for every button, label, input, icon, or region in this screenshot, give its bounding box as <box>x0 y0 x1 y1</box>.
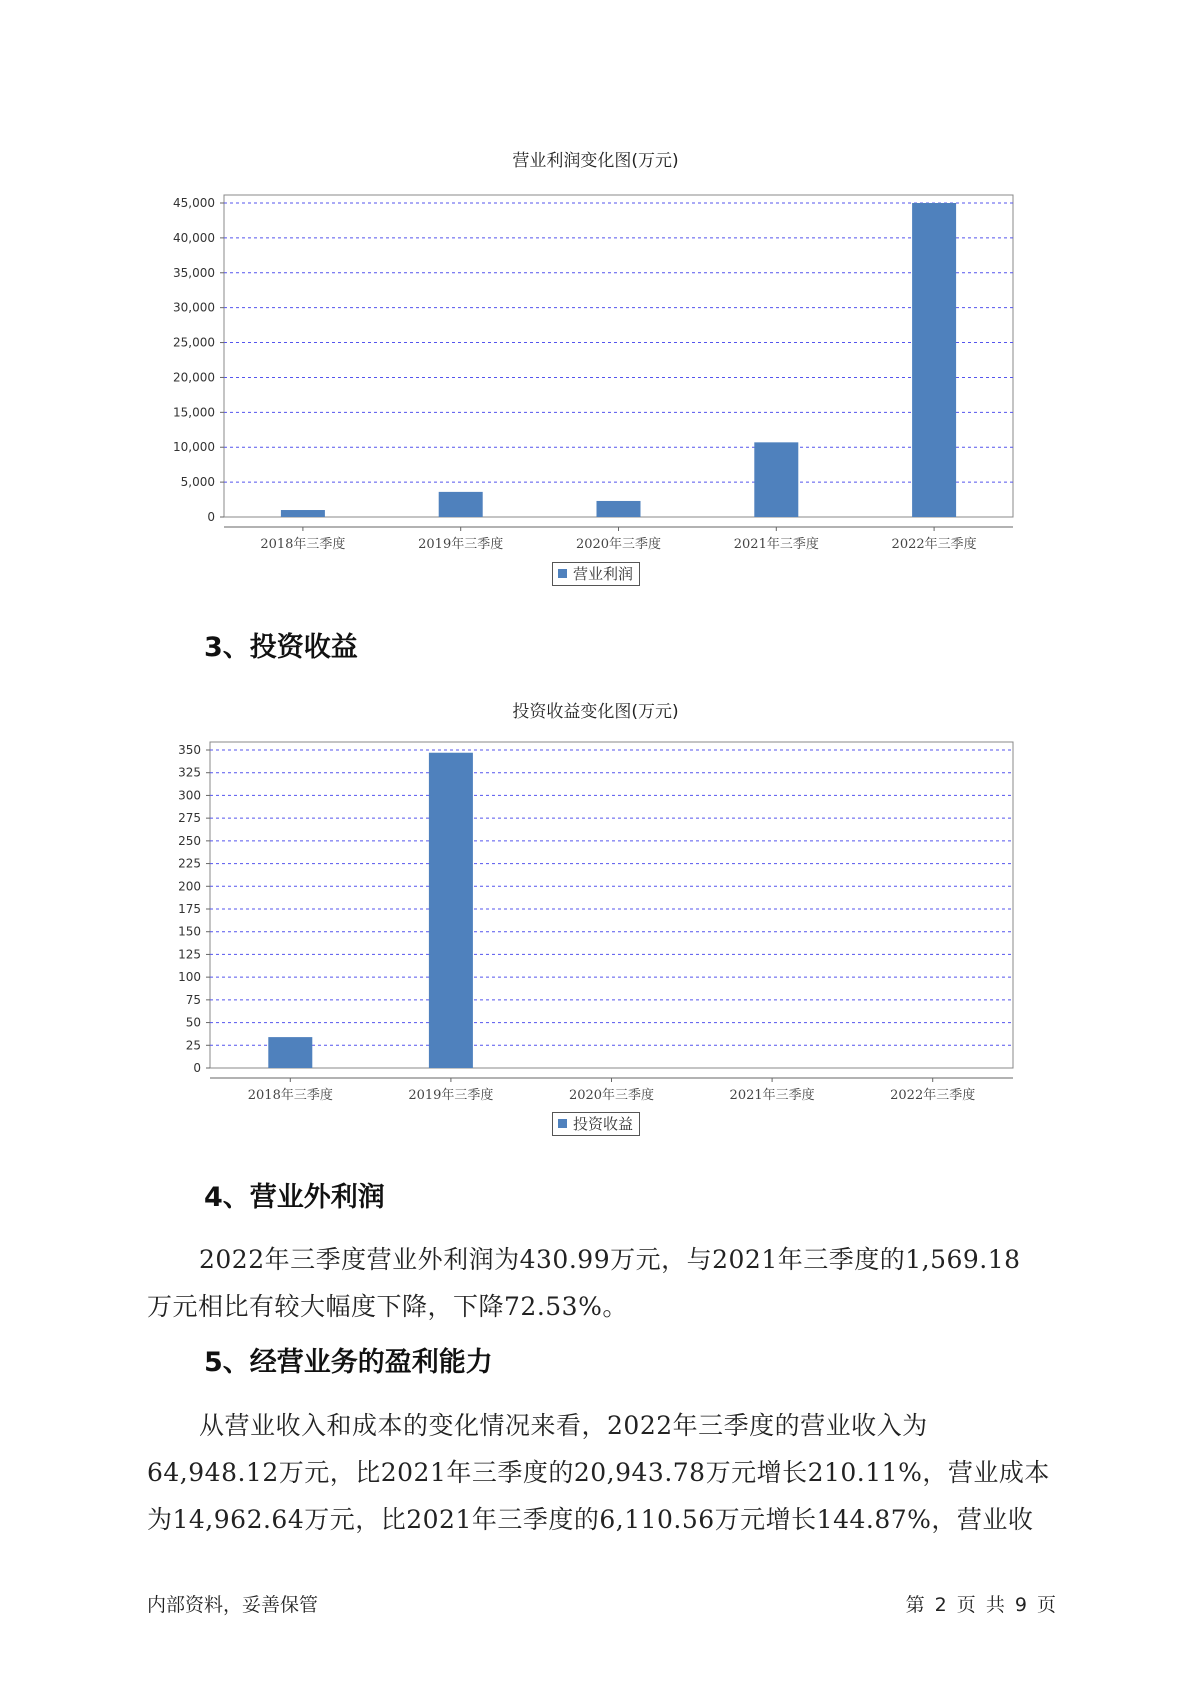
chart2-y-tick-label: 325 <box>178 765 201 780</box>
chart1-bar <box>754 442 798 517</box>
chart2-y-tick-label: 200 <box>178 879 201 894</box>
footer-confidential-note: 内部资料，妥善保管 <box>147 1594 319 1616</box>
chart2-y-tick-label: 225 <box>178 856 201 871</box>
chart2-y-tick-label: 150 <box>178 924 201 939</box>
section4-heading: 4、营业外利润 <box>204 1182 385 1213</box>
footer-page-number: 第 2 页 共 9 页 <box>905 1594 1056 1616</box>
chart2-x-tick-label: 2022年三季度 <box>890 1088 976 1103</box>
chart2-legend <box>552 1112 640 1136</box>
chart2-y-tick-label: 0 <box>193 1061 201 1075</box>
chart1-plot-area <box>224 195 1013 517</box>
chart1-bar <box>912 203 956 517</box>
section3-heading: 3、投资收益 <box>204 632 358 663</box>
chart1-x-tick-label: 2021年三季度 <box>733 537 819 552</box>
chart2-bar <box>429 753 473 1068</box>
chart2-y-tick-label: 100 <box>178 970 201 985</box>
chart1-x-tick-label: 2019年三季度 <box>418 537 504 552</box>
chart2-x-tick-label: 2018年三季度 <box>247 1088 333 1103</box>
chart2-y-tick-label: 300 <box>178 788 201 803</box>
chart2-title: 投资收益变化图(万元) <box>512 702 679 722</box>
investment-income-chart <box>0 730 1191 1130</box>
legend-swatch <box>558 1119 567 1128</box>
chart2-x-tick-label: 2020年三季度 <box>568 1088 655 1103</box>
chart1-y-tick-label: 25,000 <box>173 335 215 350</box>
chart1-y-tick-label: 5,000 <box>180 475 215 490</box>
chart1-title: 营业利润变化图(万元) <box>512 151 679 171</box>
chart2-plot-area <box>210 742 1013 1068</box>
chart1-y-tick-label: 15,000 <box>173 405 215 420</box>
chart2-y-tick-label: 350 <box>178 743 201 757</box>
section5-paragraph <box>147 1402 1050 1543</box>
chart1-y-tick-label: 35,000 <box>173 265 215 280</box>
chart2-y-tick-label: 125 <box>178 947 201 962</box>
chart1-y-tick-label: 40,000 <box>173 230 215 245</box>
chart1-y-tick-label: 45,000 <box>173 196 215 210</box>
paragraph-line: 2022年三季度营业外利润为430.99万元，与2021年三季度的1,569.18 <box>199 1245 1021 1274</box>
chart1-y-tick-label: 10,000 <box>173 440 215 455</box>
section5-heading: 5、经营业务的盈利能力 <box>204 1347 493 1378</box>
chart2-bar <box>268 1037 312 1068</box>
chart2-y-tick-label: 275 <box>178 811 201 826</box>
chart1-x-tick-label: 2022年三季度 <box>891 537 977 552</box>
paragraph-line: 从营业收入和成本的变化情况来看，2022年三季度的营业收入为 <box>199 1411 928 1440</box>
legend-swatch <box>558 569 567 578</box>
chart2-y-tick-label: 250 <box>178 833 201 848</box>
chart1-x-tick-label: 2020年三季度 <box>575 537 662 552</box>
operating-profit-chart <box>0 180 1191 580</box>
chart1-bar <box>439 492 483 517</box>
chart1-y-tick-label: 20,000 <box>173 370 215 385</box>
chart1-x-tick-label: 2018年三季度 <box>260 537 346 552</box>
chart1-legend <box>552 562 640 586</box>
chart2-y-tick-label: 75 <box>185 992 201 1007</box>
chart1-y-tick-label: 30,000 <box>173 300 215 315</box>
chart1-y-tick-label: 0 <box>207 510 215 524</box>
chart1-legend-label: 营业利润 <box>573 565 634 583</box>
paragraph-line: 64,948.12万元，比2021年三季度的20,943.78万元增长210.11%，营业成本 <box>147 1458 1050 1487</box>
chart1-bar <box>597 501 641 517</box>
chart2-x-tick-label: 2019年三季度 <box>408 1088 494 1103</box>
chart2-y-tick-label: 25 <box>185 1038 201 1053</box>
chart2-legend-label: 投资收益 <box>573 1115 634 1133</box>
chart2-x-tick-label: 2021年三季度 <box>729 1088 815 1103</box>
paragraph-line: 万元相比有较大幅度下降，下降72.53%。 <box>147 1292 628 1321</box>
chart2-y-tick-label: 50 <box>185 1015 201 1030</box>
paragraph-line: 为14,962.64万元，比2021年三季度的6,110.56万元增长144.87%，营业收 <box>147 1505 1034 1534</box>
chart1-bar <box>281 510 325 517</box>
chart2-y-tick-label: 175 <box>178 902 201 916</box>
section4-paragraph <box>147 1236 1047 1330</box>
